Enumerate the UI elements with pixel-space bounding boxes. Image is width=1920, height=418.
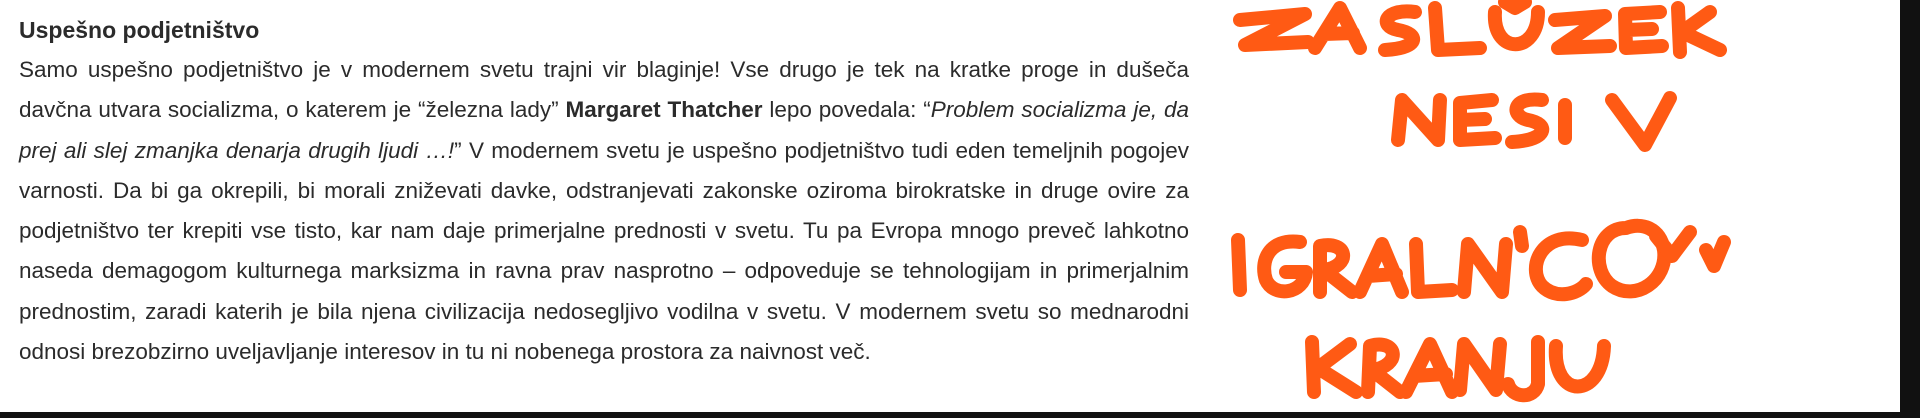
handwritten-annotation — [1220, 0, 1870, 410]
article-text-part: ” V modernem svetu je uspešno podjetništvo tudi eden temeljnih pogojev varnosti. Da bi ga okrepili, bi morali zniževati davke, odstranjevati zakonske oziroma birokratske in druge ovire za podjetništvo ter krepiti vse tisto, kar nam daje primerjalne prednosti v svetu. Tu pa Evropa mnogo preveč lahkotno naseda demagogom kulturnega marksizma in ravna prav nasprotno – odpoveduje se tehnologijam in primerjalnim prednostim, zaradi katerih je bila njena civilizacija nedosegljivo vodilna v svetu. V modernem svetu so mednarodni odnosi brezobzirno uveljavljanje interesov in tu ni nobenega prostora za naivnost več. — [19, 137, 1190, 365]
article-text-part: lepo povedala: “ — [762, 97, 931, 123]
bottom-border — [0, 412, 1920, 418]
handwritten-line-4 — [1312, 342, 1604, 395]
article-text-part: Samo uspešno podjetništvo je v modernem svetu trajni vir blaginje! Vse drugo je tek na kratke proge in dušeča davčna utvara socializma, o katerem je “železna lady” — [19, 57, 1189, 123]
article-title: Uspešno podjetništvo — [19, 17, 260, 43]
window-edge — [1900, 0, 1920, 418]
handwritten-line-2 — [1398, 98, 1670, 145]
handwritten-line-1 — [1240, 2, 1720, 52]
handwritten-line-3 — [1238, 226, 1724, 294]
quoted-person: Margaret Thatcher — [565, 97, 763, 123]
article — [19, 10, 1189, 372]
article-body — [19, 50, 1189, 372]
quote-text: Problem socializma je, da prej ali slej zmanjka denarja drugih ljudi …! — [19, 97, 1189, 163]
